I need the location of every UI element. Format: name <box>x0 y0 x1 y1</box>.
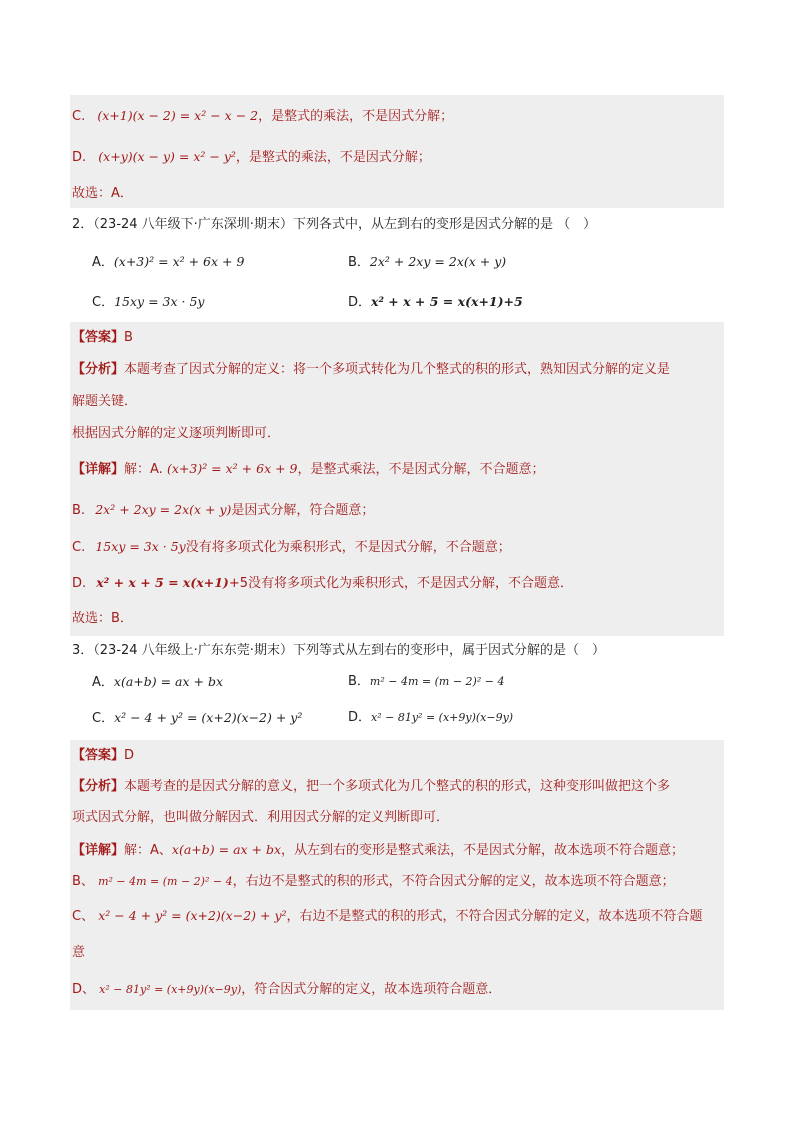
q2-conclusion: 故选：B． <box>72 611 133 626</box>
analysis-tag: 【分析】 <box>72 362 125 377</box>
analysis-text: 本题考查的是因式分解的意义，把一个多项式化为几个整式的积的形式，这种变形叫做把这个多 <box>124 779 671 794</box>
formula: x² + x + 5 = x(x+1)+5 <box>371 294 523 309</box>
formula: (x+3)² = x² + 6x + 9 <box>166 461 298 476</box>
formula: (x+1)(x − 2) = x² − x − 2 <box>97 108 259 123</box>
q1-conclusion: 故选：A． <box>72 186 133 201</box>
explanation-text: ，是整式的乘法，不是因式分解； <box>258 109 454 124</box>
formula: 15xy = 3x · 5y <box>95 539 186 554</box>
detail-prefix: 解：A、 <box>124 843 172 858</box>
q2-analysis-line3: 根据因式分解的定义逐项判断即可． <box>72 426 281 441</box>
q3-option-b <box>348 672 504 692</box>
option-label: D． <box>348 295 372 310</box>
answer-tag: 【答案】 <box>72 330 125 345</box>
formula: m² − 4m = (m − 2)² − 4 <box>98 875 233 888</box>
explanation-text: ，右边不是整式的积的形式，不符合因式分解的定义，故本选项不符合题 <box>286 909 703 924</box>
option-label: B、 <box>72 874 94 889</box>
formula: (x+3)² = x² + 6x + 9 <box>113 254 245 269</box>
option-label: B. <box>72 503 86 518</box>
q3-option-c <box>92 708 302 729</box>
option-label: B． <box>348 674 370 689</box>
formula: 15xy = 3x · 5y <box>114 294 205 309</box>
answer-tag: 【答案】 <box>72 748 125 763</box>
q3-option-d <box>348 708 513 728</box>
formula: x² + x + 5 = x(x+1) <box>96 575 229 590</box>
explanation-text: ，右边不是整式的积的形式，不符合因式分解的定义，故本选项不符合题意； <box>232 874 675 889</box>
option-label: D． <box>348 710 372 725</box>
option-label: C． <box>92 711 115 726</box>
formula: x² − 4 + y² = (x+2)(x−2) + y² <box>114 710 303 725</box>
option-label: C. <box>72 109 86 124</box>
q3-detail-a <box>72 840 684 861</box>
q2-stem: 2．（23-24 八年级下·广东深圳·期末）下列各式中，从左到右的变形是因式分解的是 （ ） <box>72 217 597 232</box>
q3-detail-b <box>72 872 675 892</box>
q2-option-c <box>92 292 204 313</box>
q3-detail-d <box>72 980 501 1000</box>
formula: x(a+b) = ax + bx <box>171 842 282 857</box>
formula: 2x² + 2xy = 2x(x + y) <box>95 502 232 517</box>
option-label: D、 <box>72 982 96 997</box>
q2-option-b <box>348 252 506 273</box>
option-label: D. <box>72 150 87 165</box>
q3-detail-c-continued: 意 <box>72 945 86 960</box>
explanation-text: ，从左到右的变形是整式乘法，不是因式分解，故本选项不符合题意； <box>281 843 685 858</box>
detail-tag: 【详解】 <box>72 462 125 477</box>
formula: 2x² + 2xy = 2x(x + y) <box>369 254 507 269</box>
q3-analysis-line2: 项式因式分解，也叫做分解因式．利用因式分解的定义判断即可． <box>72 810 450 825</box>
q3-answer <box>72 746 134 766</box>
q1-option-d-explanation <box>72 147 431 168</box>
q1-option-c-explanation <box>72 106 453 127</box>
explanation-text: +5没有将多项式化为乘积形式，不是因式分解，不合题意． <box>228 576 573 591</box>
detail-prefix: 解：A. <box>124 462 163 477</box>
option-label: B． <box>348 255 370 270</box>
q3-analysis-line1 <box>72 777 670 797</box>
formula: m² − 4m = (m − 2)² − 4 <box>369 675 505 688</box>
formula: x² − 4 + y² = (x+2)(x−2) + y² <box>98 908 287 923</box>
explanation-text: ，是整式乘法，不是因式分解，不合题意； <box>297 462 545 477</box>
explanation-text: 是因式分解，符合题意； <box>231 503 375 518</box>
option-label: D. <box>72 576 87 591</box>
option-label: C. <box>72 540 86 555</box>
analysis-tag: 【分析】 <box>72 779 125 794</box>
option-label: A． <box>92 675 114 690</box>
formula: x² − 81y² = (x+9y)(x−9y) <box>99 983 242 996</box>
explanation-text: ，是整式的乘法，不是因式分解； <box>235 150 431 165</box>
formula: x(a+b) = ax + bx <box>113 674 224 689</box>
formula: x² − 81y² = (x+9y)(x−9y) <box>371 711 514 724</box>
q2-detail-d <box>72 573 573 594</box>
q2-option-d <box>348 292 523 313</box>
explanation-text: ，符合因式分解的定义，故本选项符合题意． <box>241 982 502 997</box>
answer-value: D <box>124 748 135 763</box>
explanation-text: 没有将多项式化为乘积形式，不是因式分解，不合题意； <box>185 540 511 555</box>
q2-detail-c <box>72 537 511 558</box>
q3-detail-c <box>72 906 703 927</box>
q2-option-a <box>92 252 244 273</box>
option-label: A． <box>92 255 114 270</box>
formula: (x+y)(x − y) = x² − y² <box>98 149 236 164</box>
q3-option-a <box>92 672 223 693</box>
q2-detail-a <box>72 459 545 480</box>
option-label: C． <box>92 295 115 310</box>
detail-tag: 【详解】 <box>72 843 125 858</box>
q2-analysis-line2: 解题关键． <box>72 394 138 409</box>
option-label: C、 <box>72 909 95 924</box>
q2-analysis-line1 <box>72 360 670 380</box>
q2-detail-b <box>72 500 374 521</box>
analysis-text: 本题考查了因式分解的定义：将一个多项式转化为几个整式的积的形式，熟知因式分解的定义是 <box>124 362 671 377</box>
answer-value: B <box>124 330 133 345</box>
q2-answer <box>72 328 133 348</box>
q3-stem: 3．（23-24 八年级上·广东东莞·期末）下列等式从左到右的变形中，属于因式分解的是（ ） <box>72 643 605 658</box>
